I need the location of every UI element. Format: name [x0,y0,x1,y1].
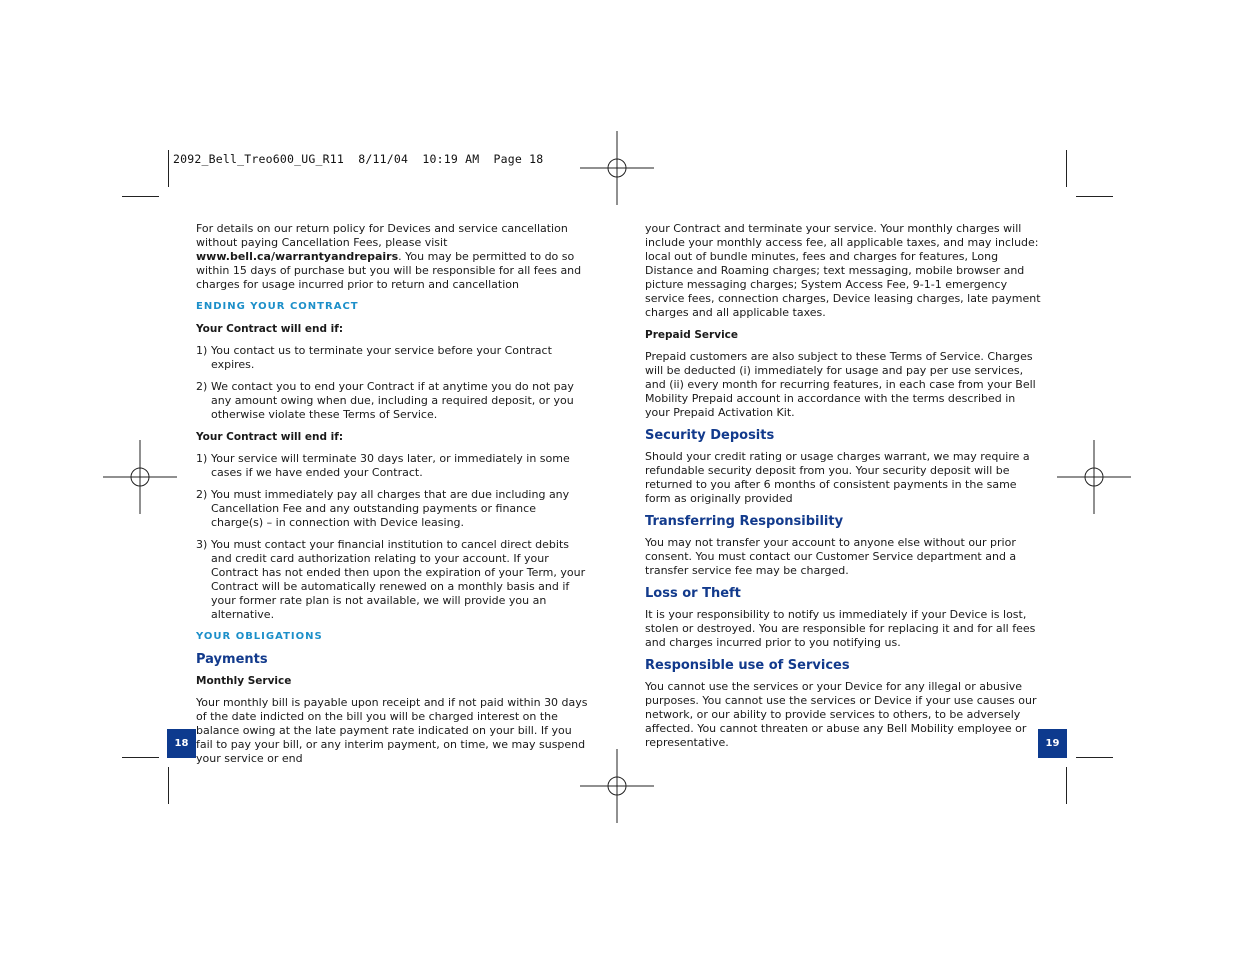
security-deposits-heading: Security Deposits [645,428,775,443]
list-item [196,488,589,530]
list-number: 1) [196,344,208,357]
list-text: You contact us to terminate your service before your Contract expires. [211,344,552,371]
crop-mark-bottom-left-v [168,767,169,804]
intro-text-after: . You may be permitted to do so within 15 days of purchase but you will be responsible for all fees and charges for usage incurred prior to return and cancellation [196,250,582,291]
page-number-right: 19 [1038,729,1067,758]
registration-mark-top-icon [580,131,654,205]
obligations-heading: YOUR OBLIGATIONS [196,631,323,642]
payments-heading: Payments [196,652,268,667]
list-number: 3) [196,538,208,551]
list-number: 1) [196,452,208,465]
list-item [196,380,589,422]
list-item [196,344,589,372]
page-number-left: 18 [167,729,196,758]
registration-mark-bottom-icon [580,749,654,823]
warranty-url: www.bell.ca/warrantyandrepairs [196,250,399,263]
crop-mark-top-left-h [122,196,159,197]
contract-end-label-1: Your Contract will end if: [196,323,344,335]
contract-end-label-2: Your Contract will end if: [196,431,344,443]
loss-or-theft-paragraph: It is your responsibility to notify us immediately if your Device is lost, stolen or destroyed. You are responsible for replacing it and for all fees and charges incurred prior to you notifying us. [645,608,1036,649]
prepaid-service-label: Prepaid Service [645,329,739,341]
ending-contract-heading: ENDING YOUR CONTRACT [196,301,359,312]
charges-continuation-paragraph: your Contract and terminate your service. Your monthly charges will include your monthly access fee, all applicable taxes, and may include: local out of bundle minutes, fees and charges for features, Long Distance and Roaming charges; text messaging, mobile browser and picture messaging charges; System Access Fee, 9-1-1 emergency service fees, connection charges, Device leasing charges, late payment charges and all applicable taxes. [645,222,1041,319]
loss-or-theft-heading: Loss or Theft [645,586,741,601]
crop-mark-bottom-right-h [1076,757,1113,758]
responsible-use-paragraph: You cannot use the services or your Device for any illegal or abusive purposes. You cannot use the services or Device if your use causes our network, or our ability to provide services to others, to be adversely affected. You cannot threaten or abuse any Bell Mobility employee or representative. [645,680,1037,749]
list-text: You must contact your financial institution to cancel direct debits and credit card authorization relating to your account. If your Contract has not ended then upon the expiration of your Term, your Contract will be automatically renewed on a monthly basis and if your former rate plan is not available, we will provide you an alternative. [211,538,586,621]
list-text: We contact you to end your Contract if at anytime you do not pay any amount owing when due, including a required deposit, or you otherwise violate these Terms of Service. [211,380,574,421]
crop-mark-top-right-v [1066,150,1067,187]
monthly-service-label: Monthly Service [196,675,292,687]
list-number: 2) [196,380,208,393]
prepaid-service-paragraph: Prepaid customers are also subject to these Terms of Service. Charges will be deducted (i) immediately for usage and pay per use services, and (ii) every month for recurring features, in each case from your Bell Mobility Prepaid account in accordance with the terms described in your Prepaid Activation Kit. [645,350,1036,419]
right-page-column [645,222,1041,758]
intro-paragraph [196,222,589,292]
responsible-use-heading: Responsible use of Services [645,658,850,673]
crop-mark-bottom-left-h [122,757,159,758]
list-text: Your service will terminate 30 days later, or immediately in some cases if we have ended your Contract. [211,452,570,479]
crop-mark-bottom-right-v [1066,767,1067,804]
list-item [196,452,589,480]
registration-mark-left-icon [103,440,177,514]
registration-mark-right-icon [1057,440,1131,514]
intro-text-before: For details on our return policy for Devices and service cancellation without paying Cancellation Fees, please visit [196,222,568,249]
left-page-column [196,222,589,774]
list-number: 2) [196,488,208,501]
transferring-responsibility-paragraph: You may not transfer your account to anyone else without our prior consent. You must contact our Customer Service department and a transfer service fee may be charged. [645,536,1017,577]
monthly-service-paragraph: Your monthly bill is payable upon receipt and if not paid within 30 days of the date indicted on the bill you will be charged interest on the balance owing at the late payment rate indicated on your bill. If you fail to pay your bill, or any interim payment, on time, we may suspend your service or end [196,696,588,765]
crop-mark-top-left-v [168,150,169,187]
security-deposits-paragraph: Should your credit rating or usage charges warrant, we may require a refundable security deposit from you. Your security deposit will be returned to you after 6 months of consistent payments in the same form as originally provided [645,450,1030,505]
print-slug: 2092_Bell_Treo600_UG_R11 8/11/04 10:19 AM Page 18 [173,152,544,166]
list-text: You must immediately pay all charges that are due including any Cancellation Fee and any outstanding payments or finance charge(s) – in connection with Device leasing. [211,488,570,529]
transferring-responsibility-heading: Transferring Responsibility [645,514,844,529]
crop-mark-top-right-h [1076,196,1113,197]
list-item [196,538,589,622]
